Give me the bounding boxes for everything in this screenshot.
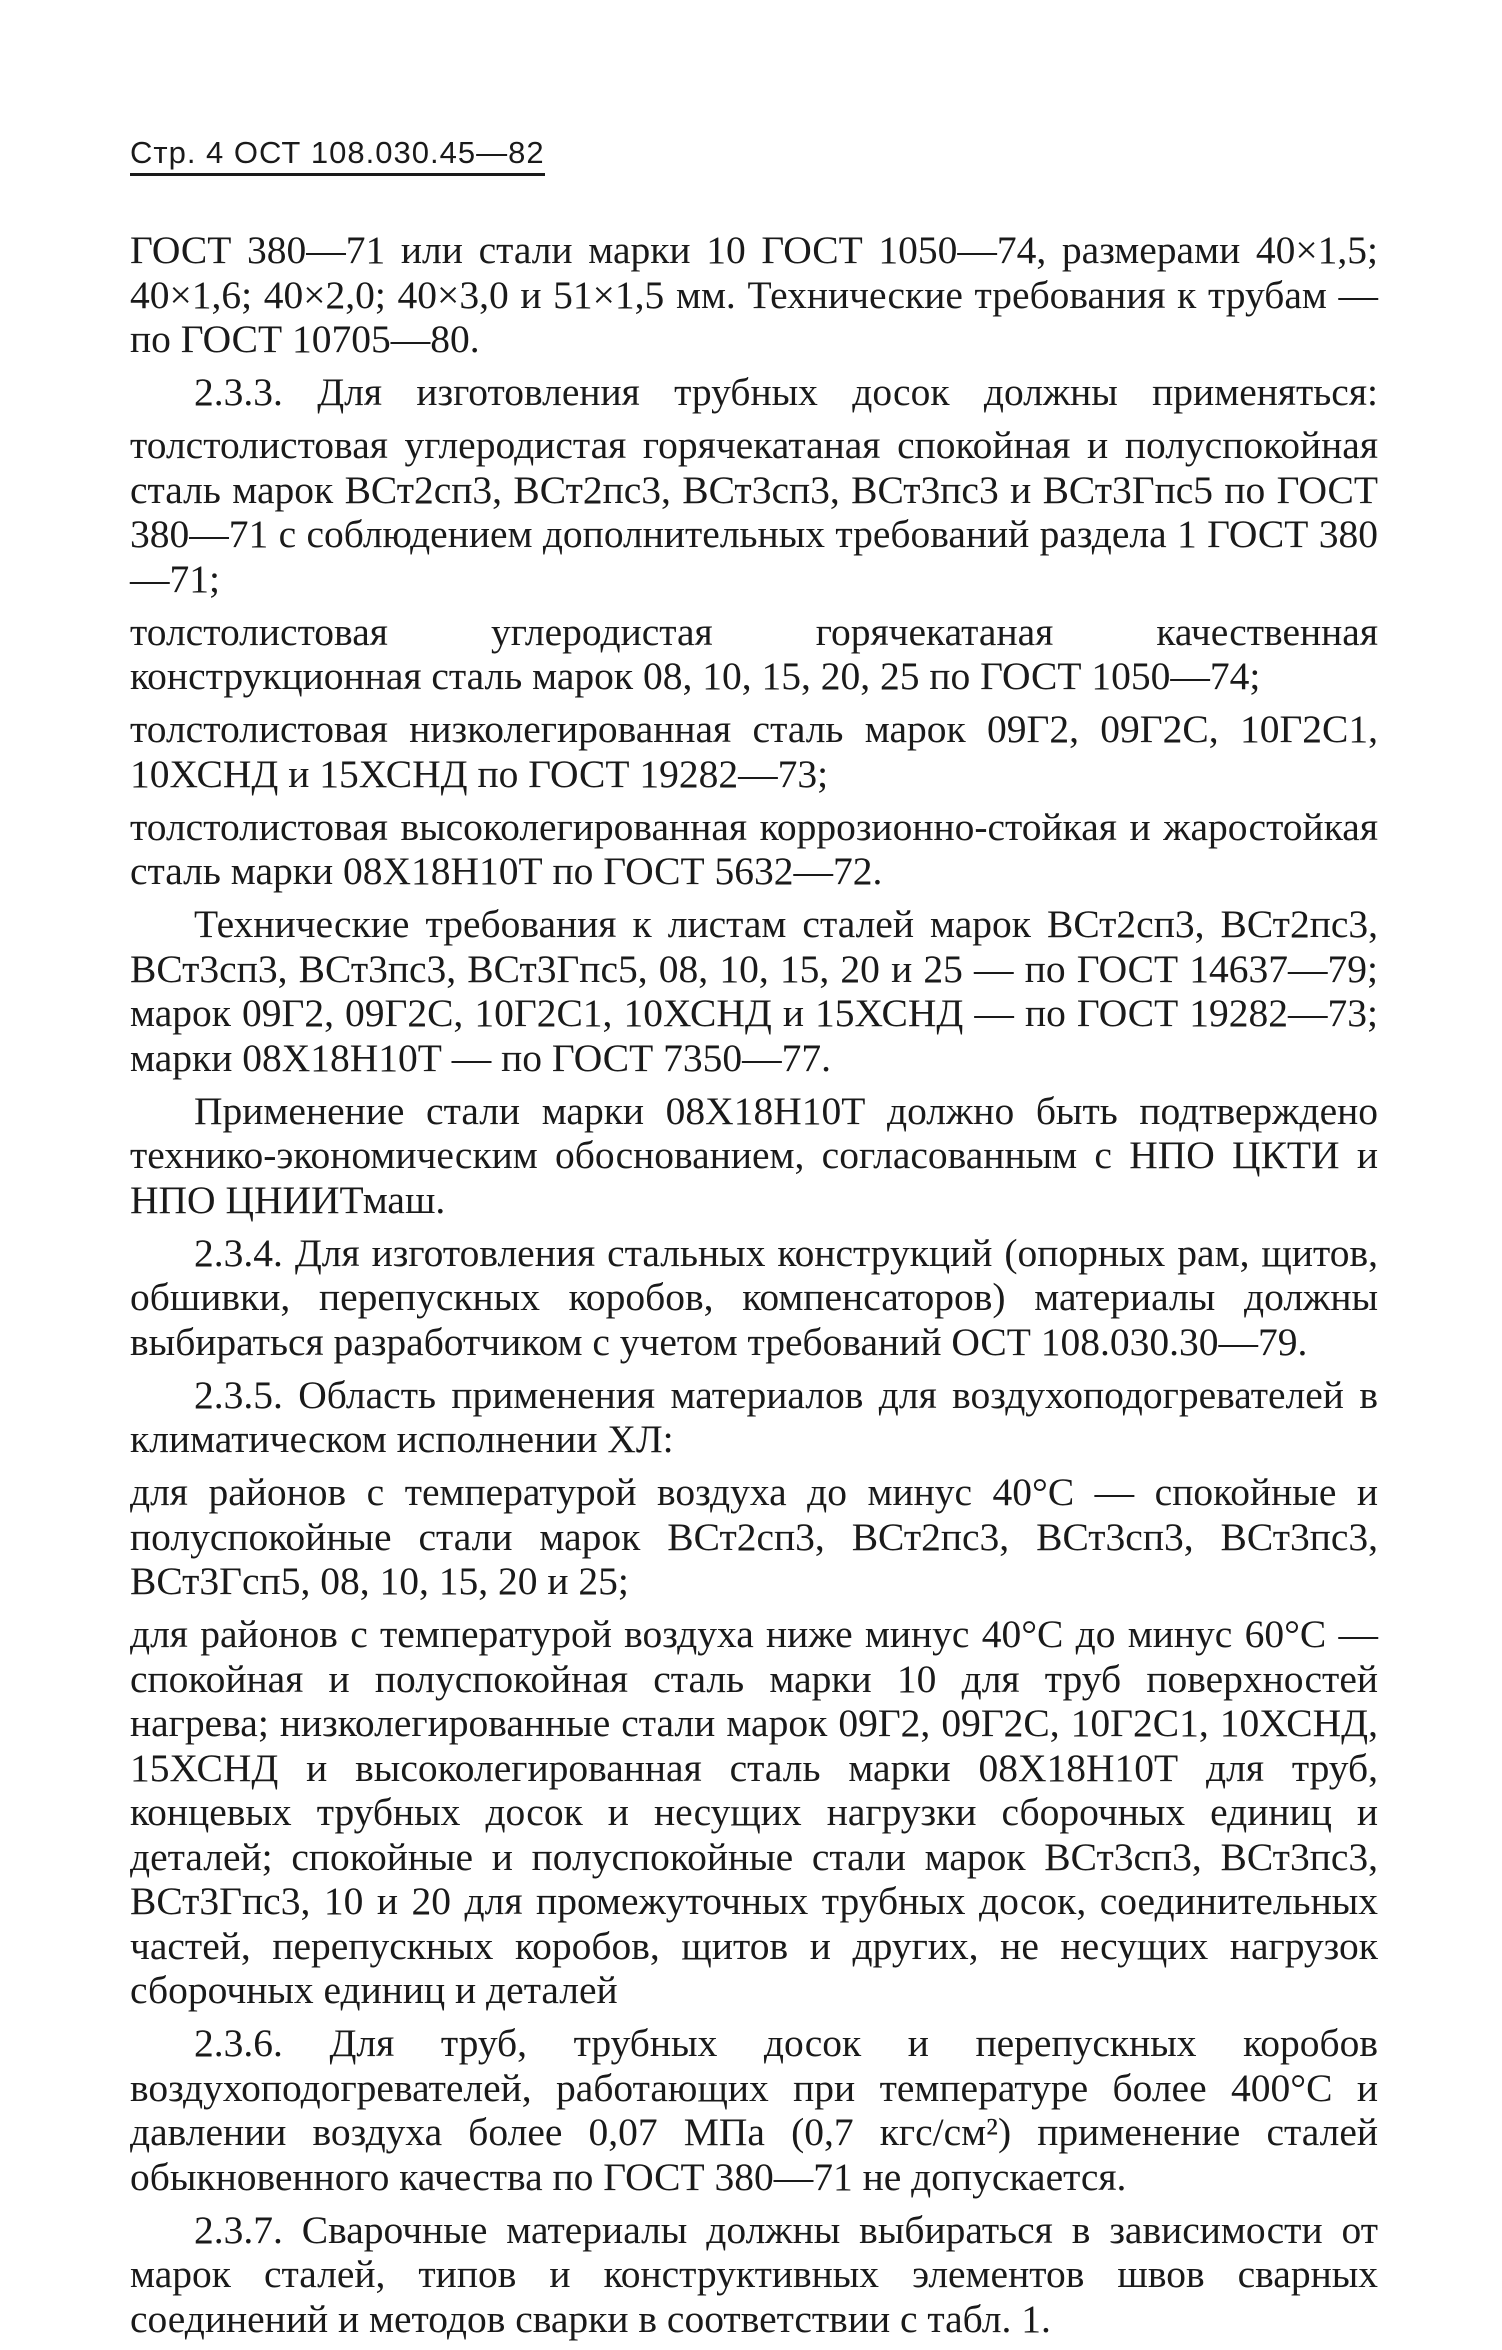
paragraph-list-item: толстолистовая углеродистая горячекатаная качественная конструкционная сталь марок 08, 10, 15, 20, 25 по ГОСТ 1050—74; bbox=[130, 609, 1378, 698]
paragraph-steel-application: Применение стали марки 08Х18Н10Т должно быть подтверждено технико-экономическим обоснованием, согласованным с НПО ЦКТИ и НПО ЦНИИТмаш. bbox=[130, 1088, 1378, 1222]
paragraph-technical-requirements: Технические требования к листам сталей марок ВСт2сп3, ВСт2пс3, ВСт3сп3, ВСт3пс3, ВСт3Гпс5, 08, 10, 15, 20 и 25 — по ГОСТ 14637—79; марок 09Г2, 09Г2С, 10Г2С1, 10ХСНД и 15ХСНД — по ГОСТ 19282—73; марки 08Х18Н10Т — по ГОСТ 7350—77. bbox=[130, 902, 1378, 1080]
paragraph-list-item: для районов с температурой воздуха до минус 40°С — спокойные и полуспокойные стали марок ВСт2сп3, ВСт2пс3, ВСт3сп3, ВСт3пс3, ВСт3Гсп5, 08, 10, 15, 20 и 25; bbox=[130, 1470, 1378, 1603]
paragraph-continuation: ГОСТ 380—71 или стали марки 10 ГОСТ 1050—74, размерами 40×1,5; 40×1,6; 40×2,0; 40×3,0 и 51×1,5 мм. Технические требования к трубам — по ГОСТ 10705—80. bbox=[130, 228, 1378, 361]
paragraph-2-3-4: 2.3.4. Для изготовления стальных конструкций (опорных рам, щитов, обшивки, перепускных коробов, компенсаторов) материалы должны выбираться разработчиком с учетом требований ОСТ 108.030.30—79. bbox=[130, 1230, 1378, 1364]
paragraph-2-3-3: 2.3.3. Для изготовления трубных досок должны применяться: bbox=[194, 370, 1378, 414]
paragraph-2-3-5: 2.3.5. Область применения материалов для воздухоподогревателей в климатическом исполнении ХЛ: bbox=[130, 1372, 1378, 1461]
paragraph-list-item: для районов с температурой воздуха ниже минус 40°С до минус 60°С — спокойная и полуспокойная сталь марки 10 для труб поверхностей нагрева; низколегированные стали марок 09Г2, 09Г2С, 10Г2С1, 10ХСНД, 15ХСНД и высоколегированная сталь марки 08Х18Н10Т для труб, концевых трубных досок и несущих нагрузки сборочных единиц и деталей; спокойные и полуспокойные стали марок ВСт3сп3, ВСт3пс3, ВСт3Гпс3, 10 и 20 для промежуточных трубных досок, соединительных частей, перепускных коробов, щитов и других, не несущих нагрузок сборочных единиц и деталей bbox=[130, 1612, 1378, 2012]
paragraph-list-item: толстолистовая углеродистая горячекатаная спокойная и полуспокойная сталь марок ВСт2сп3, ВСт2пс3, ВСт3сп3, ВСт3пс3 и ВСт3Гпс5 по ГОСТ 380—71 с соблюдением дополнительных требований раздела 1 ГОСТ 380—71; bbox=[130, 423, 1378, 601]
page-header: Стр. 4 ОСТ 108.030.45—82 bbox=[130, 135, 545, 176]
paragraph-list-item: толстолистовая низколегированная сталь марок 09Г2, 09Г2С, 10Г2С1, 10ХСНД и 15ХСНД по ГОСТ 19282—73; bbox=[130, 707, 1378, 796]
paragraph-list-item: толстолистовая высоколегированная коррозионно-стойкая и жаростойкая сталь марки 08Х18Н10Т по ГОСТ 5632—72. bbox=[130, 804, 1378, 893]
body-text bbox=[130, 228, 1378, 2350]
paragraph-2-3-7: 2.3.7. Сварочные материалы должны выбираться в зависимости от марок сталей, типов и конструктивных элементов швов сварных соединений и методов сварки в соответствии с табл. 1. bbox=[130, 2207, 1378, 2341]
paragraph-2-3-6: 2.3.6. Для труб, трубных досок и перепускных коробов воздухоподогревателей, работающих при температуре более 400°С и давлении воздуха более 0,07 МПа (0,7 кгс/см²) применение сталей обыкновенного качества по ГОСТ 380—71 не допускается. bbox=[130, 2021, 1378, 2199]
